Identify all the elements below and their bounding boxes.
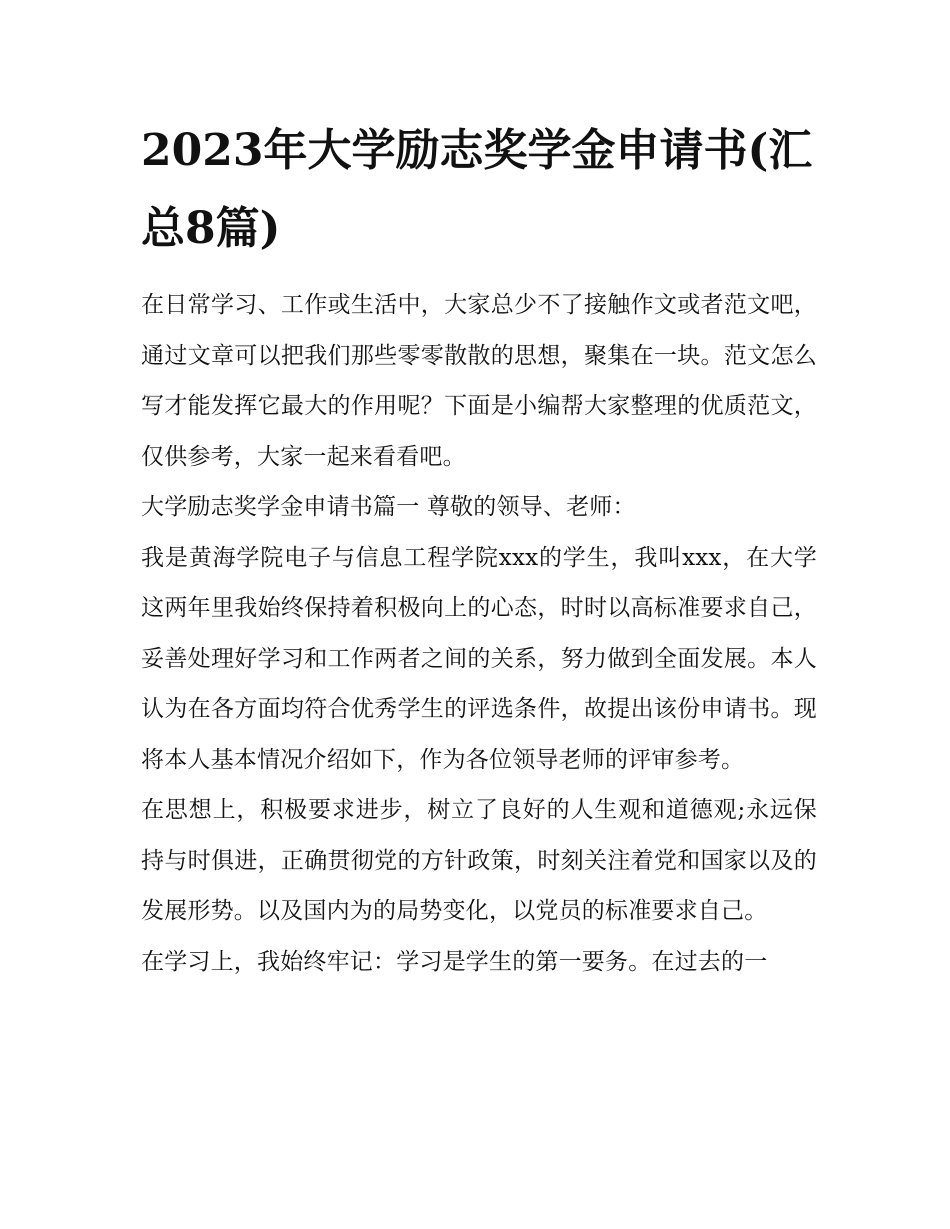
document-page [141,112,817,987]
paragraph-intro: 在日常学习、工作或生活中，大家总少不了接触作文或者范文吧，通过文章可以把我们那些零零散散的思想，聚集在一块。范文怎么写才能发挥它最大的作用呢？下面是小编帮大家整理的优质范文，仅供参考，大家一起来看看吧。 [141,292,817,470]
document-title: 2023年大学励志奖学金申请书(汇总8篇) [141,125,813,254]
paragraph-ideology: 在思想上，积极要求进步，树立了良好的人生观和道德观;永远保持与时俱进，正确贯彻党的方针政策，时刻关注着党和国家以及的发展形势。以及国内为的局势变化，以党员的标准要求自己。 [141,797,817,924]
paragraph-self-introduction: 我是黄海学院电子与信息工程学院xxx的学生，我叫xxx，在大学这两年里我始终保持着积极向上的心态，时时以高标准要求自己，妥善处理好学习和工作两者之间的关系，努力做到全面发展。本人认为在各方面均符合优秀学生的评选条件，故提出该份申请书。现将本人基本情况介绍如下，作为各位领导老师的评审参考。 [141,544,817,773]
paragraph-section-heading: 大学励志奖学金申请书篇一 尊敬的领导、老师： [141,494,636,520]
paragraph-study: 在学习上，我始终牢记：学习是学生的第一要务。在过去的一 [141,948,768,975]
